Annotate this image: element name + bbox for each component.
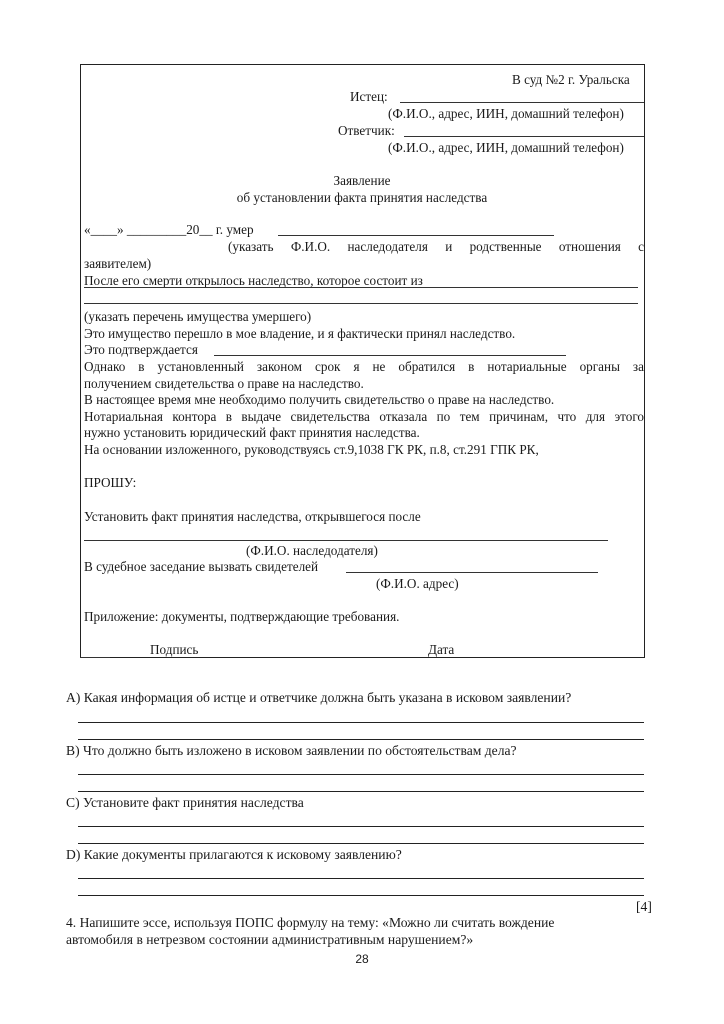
establish-text: Установить факт принятия наследства, открывшегося после — [84, 509, 421, 524]
defendant-blank — [404, 136, 644, 137]
deceased-blank — [278, 235, 554, 236]
score-marker: [4] — [636, 899, 652, 914]
plaintiff-blank — [400, 102, 644, 103]
plaintiff-label: Истец: — [350, 89, 388, 104]
document-title: Заявление — [333, 173, 391, 188]
estate-underline — [84, 287, 638, 288]
date-label: Дата — [428, 642, 455, 657]
question-c: C) Установите факт принятия наследства — [66, 795, 304, 810]
plaintiff-hint: (Ф.И.О., адрес, ИИН, домашний телефон) — [388, 106, 624, 121]
attachment-text: Приложение: документы, подтверждающие требования. — [84, 609, 400, 624]
answer-line — [78, 843, 644, 844]
answer-line — [78, 878, 644, 879]
need-certificate-text: В настоящее время мне необходимо получить свидетельство о праве на наследство. — [84, 392, 555, 407]
estate-blank-2 — [84, 303, 638, 304]
possession-text: Это имущество перешло в мое владение, и я фактически принял наследство. — [84, 326, 516, 341]
answer-line — [78, 774, 644, 775]
deadline-text: Однако в установленный законом срок я не обратился в нотариальные органы за — [84, 359, 644, 374]
signature-blank — [80, 657, 110, 658]
document-subtitle: об установлении факта принятия наследства — [236, 190, 488, 205]
refusal-text-cont: нужно установить юридический факт принятия наследства. — [84, 425, 420, 440]
answer-line — [78, 722, 644, 723]
answer-line — [78, 739, 644, 740]
answer-line — [78, 791, 644, 792]
page-number: 28 — [355, 952, 369, 966]
property-hint: (указать перечень имущества умершего) — [84, 309, 312, 324]
refusal-text: Нотариальная контора в выдаче свидетельства отказала по тем причинам, что для этого — [84, 409, 644, 424]
witnesses-hint: (Ф.И.О. адрес) — [376, 576, 459, 591]
defendant-label: Ответчик: — [338, 123, 395, 138]
answer-line — [78, 826, 644, 827]
testator-hint: (Ф.И.О. наследодателя) — [246, 543, 378, 558]
question-b: B) Что должно быть изложено в исковом заявлении по обстоятельствам дела? — [66, 743, 517, 758]
death-date-line: «____» _________20__ г. умер — [84, 222, 254, 237]
request-heading: ПРОШУ: — [84, 475, 137, 490]
witnesses-text: В судебное заседание вызвать свидетелей — [84, 559, 319, 574]
deadline-text-cont: получением свидетельства о праве на наследство. — [84, 376, 364, 391]
confirmed-text: Это подтверждается — [84, 342, 198, 357]
answer-line — [78, 895, 644, 896]
estate-line: После его смерти открылось наследство, которое состоит из — [84, 273, 423, 288]
question-d: D) Какие документы прилагаются к исковому заявлению? — [66, 847, 402, 862]
witnesses-blank — [346, 572, 598, 573]
court-addressee: В суд №2 г. Уральска — [512, 72, 630, 87]
signature-label: Подпись — [150, 642, 199, 657]
task-4-text-cont: автомобиля в нетрезвом состоянии административным нарушением?» — [66, 932, 474, 947]
legal-basis-text: На основании изложенного, руководствуясь ст.9,1038 ГК РК, п.8, ст.291 ГПК РК, — [84, 442, 539, 457]
deceased-hint-cont: заявителем) — [84, 256, 152, 271]
confirmed-blank — [214, 355, 566, 356]
testator-blank — [84, 540, 608, 541]
defendant-hint: (Ф.И.О., адрес, ИИН, домашний телефон) — [388, 140, 624, 155]
task-4-text: 4. Напишите эссе, используя ПОПС формулу на тему: «Можно ли считать вождение — [66, 915, 555, 930]
deceased-hint: (указать Ф.И.О. наследодателя и родственные отношения с — [228, 239, 644, 254]
question-a: A) Какая информация об истце и ответчике должна быть указана в исковом заявлении? — [66, 690, 572, 705]
